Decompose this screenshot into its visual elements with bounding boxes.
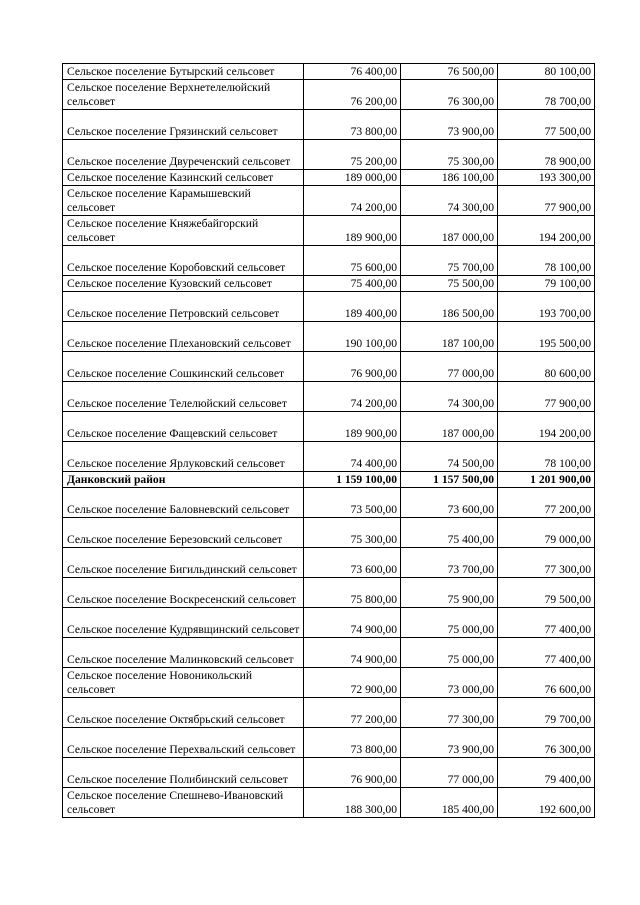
value-cell: 187 100,00 [401, 322, 498, 352]
value-cell: 75 300,00 [401, 140, 498, 170]
settlement-name: Сельское поселение Перехвальский сельсовет [63, 728, 304, 758]
value-cell: 74 200,00 [304, 186, 401, 216]
settlement-name: Сельское поселение Спешнево-Ивановский сельсовет [63, 788, 304, 818]
table-row [63, 698, 595, 728]
settlement-name: Сельское поселение Воскресенский сельсовет [63, 578, 304, 608]
value-cell: 73 900,00 [401, 110, 498, 140]
value-cell: 77 000,00 [401, 352, 498, 382]
value-cell: 190 100,00 [304, 322, 401, 352]
table-row [63, 728, 595, 758]
settlement-name: Сельское поселение Ярлуковский сельсовет [63, 442, 304, 472]
value-cell: 73 600,00 [401, 488, 498, 518]
table-row [63, 668, 595, 698]
value-cell: 189 900,00 [304, 216, 401, 246]
value-cell: 77 400,00 [498, 608, 595, 638]
settlement-name: Сельское поселение Новоникольский сельсовет [63, 668, 304, 698]
value-cell: 76 300,00 [401, 80, 498, 110]
value-cell: 189 900,00 [304, 412, 401, 442]
district-name: Данковский район [63, 472, 304, 488]
value-cell: 75 400,00 [401, 518, 498, 548]
settlement-name: Сельское поселение Кудрявщинский сельсовет [63, 608, 304, 638]
settlement-name: Сельское поселение Двуреченский сельсовет [63, 140, 304, 170]
settlement-name: Сельское поселение Плехановский сельсовет [63, 322, 304, 352]
settlement-name: Сельское поселение Казинский сельсовет [63, 170, 304, 186]
table-row [63, 488, 595, 518]
value-cell: 80 600,00 [498, 352, 595, 382]
value-cell: 77 200,00 [304, 698, 401, 728]
table-row [63, 442, 595, 472]
value-cell: 76 600,00 [498, 668, 595, 698]
table-row [63, 216, 595, 246]
settlement-name: Сельское поселение Малинковский сельсовет [63, 638, 304, 668]
value-cell: 76 400,00 [304, 64, 401, 80]
table-row [63, 170, 595, 186]
value-cell: 80 100,00 [498, 64, 595, 80]
value-cell: 76 900,00 [304, 758, 401, 788]
value-cell: 74 900,00 [304, 638, 401, 668]
table-row [63, 578, 595, 608]
value-cell: 79 500,00 [498, 578, 595, 608]
settlement-name: Сельское поселение Телелюйский сельсовет [63, 382, 304, 412]
value-cell: 75 900,00 [401, 578, 498, 608]
settlement-name: Сельское поселение Петровский сельсовет [63, 292, 304, 322]
value-cell: 73 700,00 [401, 548, 498, 578]
settlement-name: Сельское поселение Бутырский сельсовет [63, 64, 304, 80]
value-cell: 189 000,00 [304, 170, 401, 186]
value-cell: 186 100,00 [401, 170, 498, 186]
value-cell: 74 500,00 [401, 442, 498, 472]
value-cell: 194 200,00 [498, 412, 595, 442]
table-row [63, 788, 595, 818]
settlement-name: Сельское поселение Фащевский сельсовет [63, 412, 304, 442]
value-cell: 73 600,00 [304, 548, 401, 578]
value-cell: 75 600,00 [304, 246, 401, 276]
value-cell: 76 500,00 [401, 64, 498, 80]
value-cell: 79 000,00 [498, 518, 595, 548]
value-cell: 79 100,00 [498, 276, 595, 292]
table-row [63, 352, 595, 382]
value-cell: 192 600,00 [498, 788, 595, 818]
value-cell: 77 300,00 [498, 548, 595, 578]
value-cell: 1 159 100,00 [304, 472, 401, 488]
value-cell: 75 800,00 [304, 578, 401, 608]
value-cell: 72 900,00 [304, 668, 401, 698]
value-cell: 73 500,00 [304, 488, 401, 518]
value-cell: 76 900,00 [304, 352, 401, 382]
table-row [63, 412, 595, 442]
value-cell: 79 400,00 [498, 758, 595, 788]
settlement-name: Сельское поселение Полибинский сельсовет [63, 758, 304, 788]
value-cell: 74 400,00 [304, 442, 401, 472]
settlement-name: Сельское поселение Октябрьский сельсовет [63, 698, 304, 728]
table-row [63, 322, 595, 352]
value-cell: 75 000,00 [401, 638, 498, 668]
value-cell: 77 000,00 [401, 758, 498, 788]
settlement-name: Сельское поселение Баловневский сельсовет [63, 488, 304, 518]
value-cell: 186 500,00 [401, 292, 498, 322]
value-cell: 78 900,00 [498, 140, 595, 170]
table-row [63, 518, 595, 548]
value-cell: 185 400,00 [401, 788, 498, 818]
settlement-name: Сельское поселение Княжебайгорский сельсовет [63, 216, 304, 246]
settlement-name: Сельское поселение Грязинский сельсовет [63, 110, 304, 140]
table-row [63, 608, 595, 638]
table-row [63, 382, 595, 412]
value-cell: 75 700,00 [401, 246, 498, 276]
table-row [63, 638, 595, 668]
settlement-name: Сельское поселение Бигильдинский сельсовет [63, 548, 304, 578]
value-cell: 73 800,00 [304, 728, 401, 758]
value-cell: 75 200,00 [304, 140, 401, 170]
table-row [63, 548, 595, 578]
table-row [63, 110, 595, 140]
settlement-name: Сельское поселение Кузовский сельсовет [63, 276, 304, 292]
settlement-name: Сельское поселение Сошкинский сельсовет [63, 352, 304, 382]
value-cell: 77 400,00 [498, 638, 595, 668]
value-cell: 187 000,00 [401, 412, 498, 442]
value-cell: 78 700,00 [498, 80, 595, 110]
value-cell: 73 800,00 [304, 110, 401, 140]
value-cell: 77 900,00 [498, 382, 595, 412]
table-row [63, 140, 595, 170]
value-cell: 188 300,00 [304, 788, 401, 818]
value-cell: 79 700,00 [498, 698, 595, 728]
settlement-name: Сельское поселение Коробовский сельсовет [63, 246, 304, 276]
value-cell: 193 700,00 [498, 292, 595, 322]
value-cell: 78 100,00 [498, 442, 595, 472]
value-cell: 75 000,00 [401, 608, 498, 638]
value-cell: 195 500,00 [498, 322, 595, 352]
table-row [63, 276, 595, 292]
value-cell: 76 300,00 [498, 728, 595, 758]
value-cell: 73 000,00 [401, 668, 498, 698]
value-cell: 77 500,00 [498, 110, 595, 140]
table-row [63, 758, 595, 788]
settlement-name: Сельское поселение Верхнетелелюйский сельсовет [63, 80, 304, 110]
table-row [63, 246, 595, 276]
value-cell: 189 400,00 [304, 292, 401, 322]
value-cell: 77 200,00 [498, 488, 595, 518]
value-cell: 1 201 900,00 [498, 472, 595, 488]
budget-table [62, 63, 595, 818]
value-cell: 76 200,00 [304, 80, 401, 110]
value-cell: 1 157 500,00 [401, 472, 498, 488]
value-cell: 74 300,00 [401, 382, 498, 412]
value-cell: 74 300,00 [401, 186, 498, 216]
value-cell: 193 300,00 [498, 170, 595, 186]
value-cell: 78 100,00 [498, 246, 595, 276]
settlement-name: Сельское поселение Карамышевский сельсовет [63, 186, 304, 216]
table-row [63, 80, 595, 110]
district-total-row [63, 472, 595, 488]
value-cell: 187 000,00 [401, 216, 498, 246]
value-cell: 75 500,00 [401, 276, 498, 292]
value-cell: 77 900,00 [498, 186, 595, 216]
value-cell: 194 200,00 [498, 216, 595, 246]
table-row [63, 64, 595, 80]
value-cell: 75 400,00 [304, 276, 401, 292]
table-row [63, 292, 595, 322]
value-cell: 75 300,00 [304, 518, 401, 548]
value-cell: 73 900,00 [401, 728, 498, 758]
table-row [63, 186, 595, 216]
value-cell: 77 300,00 [401, 698, 498, 728]
value-cell: 74 900,00 [304, 608, 401, 638]
value-cell: 74 200,00 [304, 382, 401, 412]
settlement-name: Сельское поселение Березовский сельсовет [63, 518, 304, 548]
